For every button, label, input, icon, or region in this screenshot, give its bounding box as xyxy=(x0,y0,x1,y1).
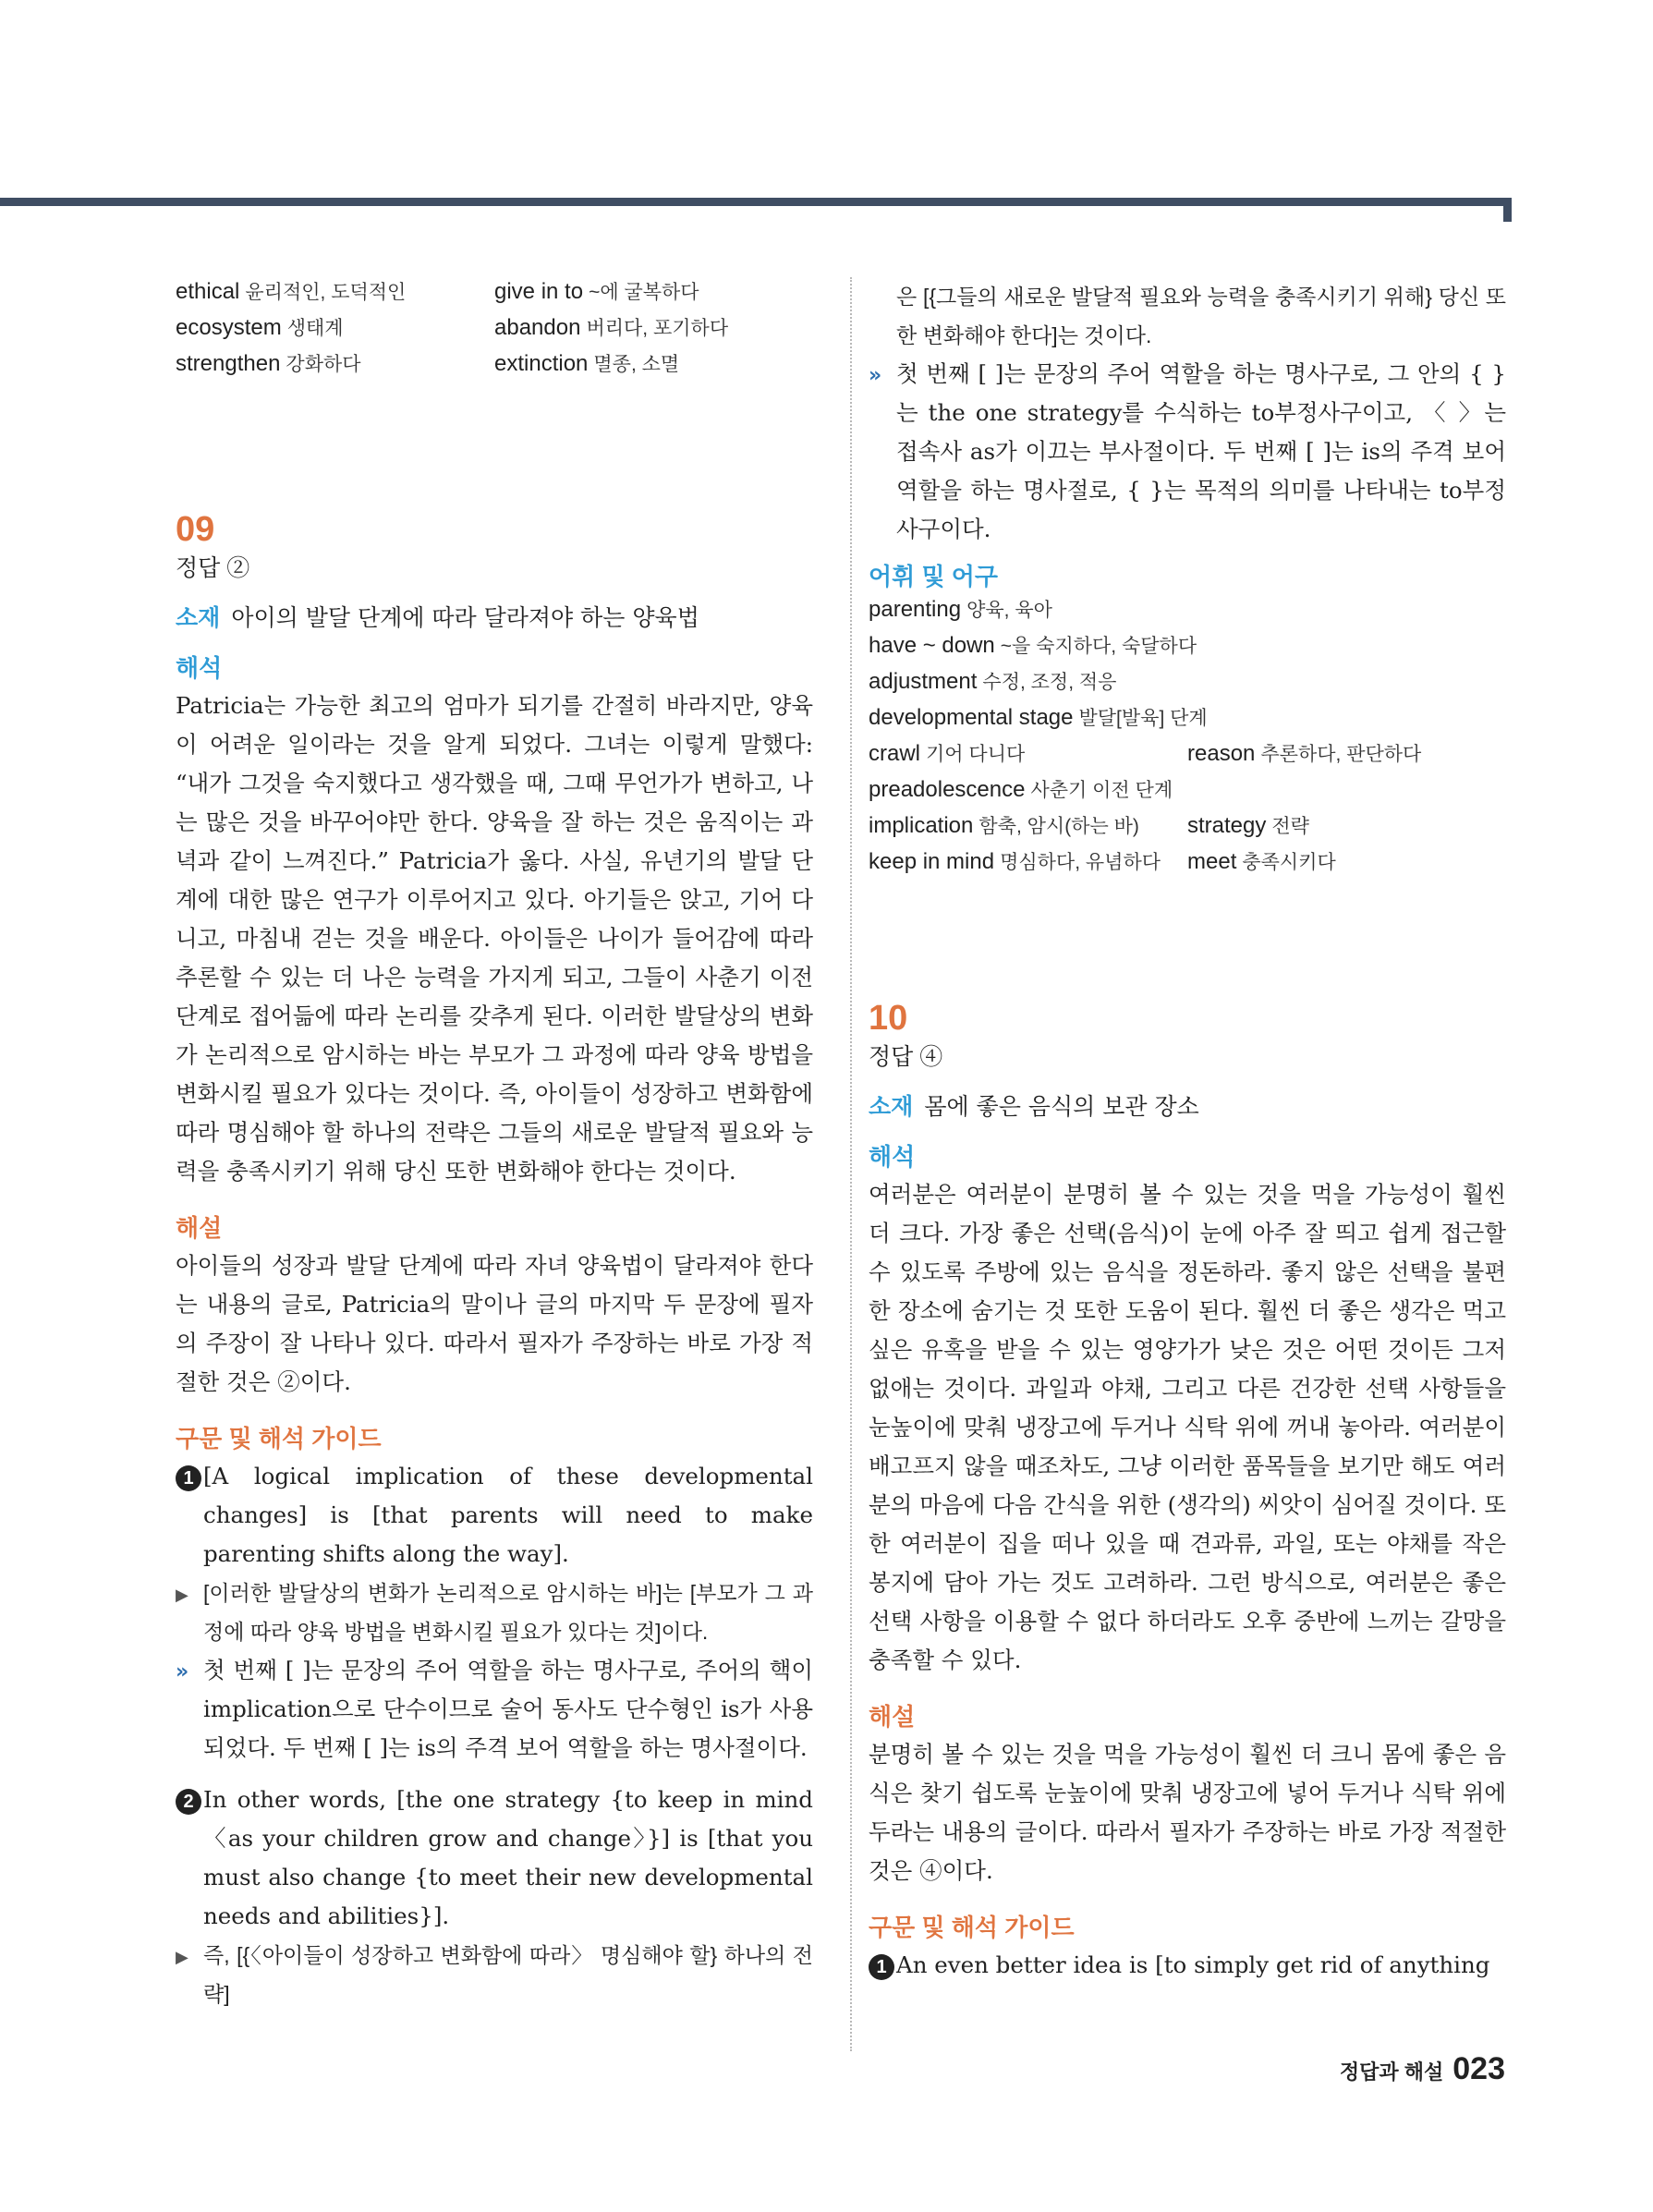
vocab-item: ecosystem 생태계 xyxy=(176,315,344,340)
vocab-item: abandon 버리다, 포기하다 xyxy=(494,315,729,340)
vocab-item: keep in mind 명심하다, 유념하다 xyxy=(869,849,1161,874)
page-number: 023 xyxy=(1452,2051,1505,2086)
answer-line: 정답 ④ xyxy=(869,1044,943,1070)
guide-item-1: 1 An even better idea is [to simply get rid of anything xyxy=(869,1946,1506,1985)
topic-line: 소재 아이의 발달 단계에 따라 달라져야 하는 양육법 xyxy=(176,604,699,631)
guide-item-1: 1 [A logical implication of these developmental changes] is [that parents will need to make parenting shifts along the way]. xyxy=(176,1457,813,1574)
vocab-item: preadolescence 사춘기 이전 단계 xyxy=(869,777,1173,802)
vocab-item: ethical 윤리적인, 도덕적인 xyxy=(176,279,407,304)
vocab-item: strengthen 강화하다 xyxy=(176,351,361,376)
vocab-item: crawl 기어 다니다 xyxy=(869,741,1026,766)
question-number: 09 xyxy=(176,510,215,549)
explanation-heading: 해설 xyxy=(869,1703,916,1731)
vocab-item: give in to ~에 굴복하다 xyxy=(494,279,699,304)
number-badge: 2 xyxy=(176,1789,201,1815)
right-column xyxy=(869,277,1506,1985)
guide-item-2: 2 In other words, [the one strategy {to keep in mind 〈as your children grow and change〉}] is [that you must also change {to meet their new developmental needs and abilities}]. xyxy=(176,1781,813,1936)
translation-text: Patricia는 가능한 최고의 엄마가 되기를 간절히 바라지만, 양육이 어려운 일이라는 것을 알게 되었다. 그녀는 이렇게 말했다: “내가 그것을 숙지했다고 생각했을 때, 그때 무언가가 변하고, 나는 많은 것을 바꾸어야만 한다. 양육을 잘 하는 것은 움직이는 과녁과 같이 느껴진다.” Patricia가 옳다. 사실, 유년기의 발달 단계에 대한 많은 연구가 이루어지고 있다. 아기들은 앉고, 기어 다니고, 마침내 걷는 것을 배운다. 아이들은 나이가 들어감에 따라 추론할 수 있는 더 나은 능력을 가지게 되고, 그들이 사춘기 이전 단계로 접어듦에 따라 논리를 갖추게 된다. 이러한 발달상의 변화가 논리적으로 암시하는 바는 부모가 그 과정에 따라 양육 방법을 변화시킬 필요가 있다는 것이다. 즉, 아이들이 성장하고 변화함에 따라 명심해야 할 하나의 전략은 그들의 새로운 발달적 필요와 능력을 충족시키기 위해 당신 또한 변화해야 한다는 것이다. xyxy=(176,692,813,1185)
guide-item-2-note: » 첫 번째 [ ]는 문장의 주어 역할을 하는 명사구로, 그 안의 { }는 the one strategy를 수식하는 to부정사구이고, 〈 〉는 접속사 as가 이끄는 부사절이다. 두 번째 [ ]는 is의 주격 보어 역할을 하는 명사절로, { }는 목적의 의미를 나타내는 to부정사구이다. xyxy=(869,360,1506,542)
vocab-item: strategy 전략 xyxy=(1187,813,1309,838)
vocab-item: reason 추론하다, 판단하다 xyxy=(1187,741,1422,766)
translation-heading: 해석 xyxy=(869,1143,916,1171)
number-badge: 1 xyxy=(176,1465,201,1491)
vocab-top-list xyxy=(176,277,813,380)
column-divider xyxy=(850,277,852,2051)
footer-label: 정답과 해설 xyxy=(1339,2060,1444,2084)
answer-line: 정답 ② xyxy=(176,555,250,581)
double-arrow-icon: » xyxy=(176,1660,189,1683)
explanation-heading: 해설 xyxy=(176,1214,223,1242)
vocab-item: developmental stage 발달[발육] 단계 xyxy=(869,705,1208,730)
vocab-item: implication 함축, 암시(하는 바) xyxy=(869,813,1139,838)
vocab-list xyxy=(869,595,1506,878)
vocab-item: meet 충족시키다 xyxy=(1187,849,1336,874)
explanation-text: 아이들의 성장과 발달 단계에 따라 자녀 양육법이 달라져야 한다는 내용의 글로, Patricia의 말이나 글의 마지막 두 문장에 필자의 주장이 잘 나타나 있다. 따라서 필자가 주장하는 바로 가장 적절한 것은 ②이다. xyxy=(176,1252,813,1395)
left-column xyxy=(176,277,813,2013)
vocab-item: parenting 양육, 육아 xyxy=(869,597,1052,622)
guide-item-1-note: » 첫 번째 [ ]는 문장의 주어 역할을 하는 명사구로, 주어의 핵이 implication으로 단수이므로 술어 동사도 단수형인 is가 사용되었다. 두 번째 [ ]는 is의 주격 보어 역할을 하는 명사절이다. xyxy=(176,1657,813,1761)
translation-text: 여러분은 여러분이 분명히 볼 수 있는 것을 먹을 가능성이 훨씬 더 크다. 가장 좋은 선택(음식)이 눈에 아주 잘 띄고 쉽게 접근할 수 있도록 주방에 있는 음식을 정돈하라. 좋지 않은 선택을 불편한 장소에 숨기는 것 또한 도움이 된다. 훨씬 더 좋은 생각은 먹고 싶은 유혹을 받을 수 있는 영양가가 낮은 것은 어떤 것이든 그저 없애는 것이다. 과일과 야채, 그리고 다른 건강한 선택 사항들을 눈높이에 맞춰 냉장고에 두거나 식탁 위에 꺼내 놓아라. 여러분이 배고프지 않을 때조차도, 그냥 이러한 품목들을 보기만 해도 여러분의 마음에 다음 간식을 위한 (생각의) 씨앗이 심어질 것이다. 또한 여러분이 집을 떠나 있을 때 견과류, 과일, 또는 야채를 작은 봉지에 담아 가는 것도 고려하라. 그런 방식으로, 여러분은 좋은 선택 사항을 이용할 수 없다 하더라도 오후 중반에 느끼는 갈망을 충족할 수 있다. xyxy=(869,1181,1506,1673)
topic-line: 소재 몸에 좋은 음식의 보관 장소 xyxy=(869,1093,1199,1120)
guide-heading: 구문 및 해석 가이드 xyxy=(869,1914,1075,1941)
vocab-heading: 어휘 및 어구 xyxy=(869,563,999,590)
explanation-text: 분명히 볼 수 있는 것을 먹을 가능성이 훨씬 더 크니 몸에 좋은 음식은 찾기 쉽도록 눈높이에 맞춰 냉장고에 넣어 두거나 식탁 위에 두라는 내용의 글이다. 따라서 필자가 주장하는 바로 가장 적절한 것은 ④이다. xyxy=(869,1741,1506,1884)
vocab-item: extinction 멸종, 소멸 xyxy=(494,351,680,376)
guide-item-2-translation: ▶ 즉, [{〈아이들이 성장하고 변화함에 따라〉 명심해야 할} 하나의 전략] xyxy=(176,1943,813,2006)
number-badge: 1 xyxy=(869,1954,894,1980)
translation-heading: 해석 xyxy=(176,654,223,682)
page-footer xyxy=(1340,2051,1505,2087)
guide-item-2-translation-continued: 은 [{그들의 새로운 발달적 필요와 능력을 충족시키기 위해} 당신 또한 변화해야 한다]는 것이다. xyxy=(896,285,1506,347)
triangle-icon: ▶ xyxy=(176,1948,188,1966)
triangle-icon: ▶ xyxy=(176,1586,188,1604)
header-rule-tick xyxy=(1503,198,1512,222)
header-rule xyxy=(0,198,1512,206)
double-arrow-icon: » xyxy=(869,364,882,387)
question-number: 10 xyxy=(869,999,908,1038)
guide-heading: 구문 및 해석 가이드 xyxy=(176,1425,382,1452)
vocab-item: have ~ down ~을 숙지하다, 숙달하다 xyxy=(869,633,1197,658)
guide-item-1-translation: ▶ [이러한 발달상의 변화가 논리적으로 암시하는 바]는 [부모가 그 과정에 따라 양육 방법을 변화시킬 필요가 있다는 것]이다. xyxy=(176,1581,813,1644)
vocab-item: adjustment 수정, 조정, 적응 xyxy=(869,669,1117,694)
